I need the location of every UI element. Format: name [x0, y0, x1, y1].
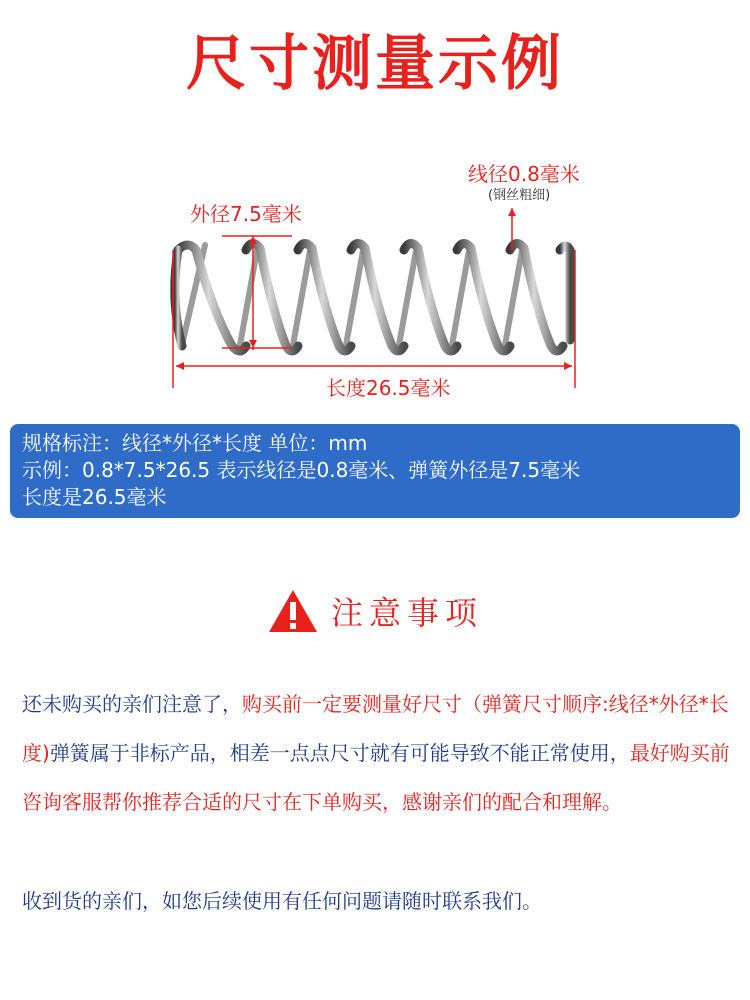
notice-text-4: 最好购买前咨询客服帮你推荐合适的尺寸在下单购买，感谢亲们的配合和理解。 [22, 741, 730, 814]
spec-box [10, 424, 740, 518]
wire-diameter-note: (钢丝粗细) [488, 188, 551, 203]
page-title: 尺寸测量示例 [186, 29, 564, 99]
notice-title: 注意事项 [330, 594, 483, 632]
outer-diameter-label: 外径7.5毫米 [190, 202, 302, 226]
spec-format-line: 规格标注：线径*外径*长度 单位：mm [22, 431, 368, 455]
warning-triangle-icon [267, 588, 319, 634]
notice-header [0, 586, 750, 636]
spec-example-line: 示例：0.8*7.5*26.5 表示线径是0.8毫米、弹簧外径是7.5毫米 [22, 458, 581, 482]
spec-example-continued: 长度是26.5毫米 [22, 485, 167, 509]
notice-paragraph [22, 680, 742, 827]
wire-diameter-label: 线径0.8毫米 [468, 162, 580, 186]
notice-text-2: 购买前一定要测量好尺寸（弹簧尺寸顺序:线径*外径*长度) [22, 692, 729, 765]
spring-illustration [0, 150, 750, 410]
notice-after-sale: 收到货的亲们，如您后续使用有任何问题请随时联系我们。 [22, 889, 542, 913]
length-label: 长度26.5毫米 [326, 376, 451, 400]
notice-text-3: 弹簧属于非标产品，相差一点点尺寸就有可能导致不能正常使用， [49, 741, 630, 765]
notice-text-1: 还未购买的亲们注意了， [22, 692, 242, 716]
spring-diagram [0, 150, 750, 410]
